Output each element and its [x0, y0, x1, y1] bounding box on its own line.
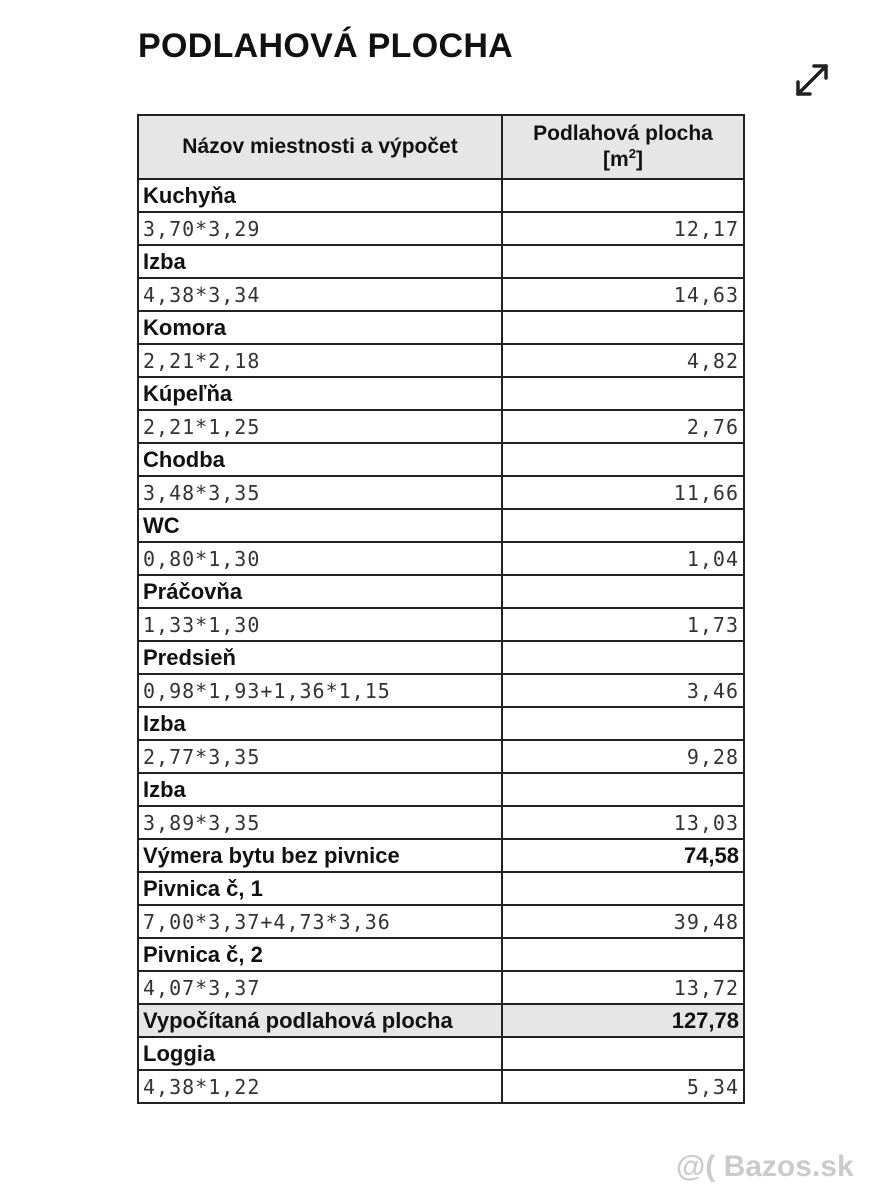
table-header-row	[138, 115, 744, 179]
room-name: Kúpeľňa	[138, 377, 502, 410]
calculation-row	[138, 740, 744, 773]
header-floor-area	[502, 115, 744, 179]
room-name: Predsieň	[138, 641, 502, 674]
room-calculation: 3,89*3,35	[138, 806, 502, 839]
empty-cell	[502, 773, 744, 806]
room-name-row	[138, 641, 744, 674]
empty-cell	[502, 377, 744, 410]
room-area: 4,82	[502, 344, 744, 377]
room-name-row	[138, 872, 744, 905]
room-calculation: 2,21*2,18	[138, 344, 502, 377]
empty-cell	[502, 311, 744, 344]
room-name-row	[138, 1037, 744, 1070]
empty-cell	[502, 179, 744, 212]
room-name-row	[138, 938, 744, 971]
floor-area-table	[137, 114, 745, 1104]
room-calculation: 3,70*3,29	[138, 212, 502, 245]
room-name: WC	[138, 509, 502, 542]
watermark: @( Bazos.sk	[676, 1150, 854, 1183]
calculation-row	[138, 278, 744, 311]
room-name-row	[138, 443, 744, 476]
room-calculation: 7,00*3,37+4,73*3,36	[138, 905, 502, 938]
room-area: 13,72	[502, 971, 744, 1004]
room-calculation: 3,48*3,35	[138, 476, 502, 509]
header-room-name: Názov miestnosti a výpočet	[138, 115, 502, 179]
room-area: 1,04	[502, 542, 744, 575]
room-calculation: 4,38*1,22	[138, 1070, 502, 1103]
room-name-row	[138, 377, 744, 410]
room-area: 1,73	[502, 608, 744, 641]
empty-cell	[502, 443, 744, 476]
room-name: Chodba	[138, 443, 502, 476]
room-area: 9,28	[502, 740, 744, 773]
calculation-row	[138, 674, 744, 707]
room-name-row	[138, 245, 744, 278]
room-calculation: 2,77*3,35	[138, 740, 502, 773]
calculation-row	[138, 542, 744, 575]
room-area: 11,66	[502, 476, 744, 509]
total-label: Vypočítaná podlahová plocha	[138, 1004, 502, 1037]
room-name-row	[138, 509, 744, 542]
room-name: Komora	[138, 311, 502, 344]
room-name: Pivnica č, 2	[138, 938, 502, 971]
calculation-row	[138, 806, 744, 839]
room-calculation: 4,38*3,34	[138, 278, 502, 311]
subtotal-value: 74,58	[502, 839, 744, 872]
calculation-row	[138, 905, 744, 938]
calculation-row	[138, 608, 744, 641]
room-name: Loggia	[138, 1037, 502, 1070]
room-calculation: 1,33*1,30	[138, 608, 502, 641]
room-name-row	[138, 311, 744, 344]
header-area-label: Podlahová plocha	[533, 122, 713, 145]
room-area: 39,48	[502, 905, 744, 938]
room-name-row	[138, 707, 744, 740]
room-calculation: 2,21*1,25	[138, 410, 502, 443]
room-area: 5,34	[502, 1070, 744, 1103]
empty-cell	[502, 707, 744, 740]
room-name: Izba	[138, 773, 502, 806]
calculation-row	[138, 410, 744, 443]
calculation-row	[138, 476, 744, 509]
room-area: 2,76	[502, 410, 744, 443]
empty-cell	[502, 641, 744, 674]
calculation-row	[138, 1070, 744, 1103]
room-name: Izba	[138, 707, 502, 740]
room-calculation: 4,07*3,37	[138, 971, 502, 1004]
calculation-row	[138, 971, 744, 1004]
empty-cell	[502, 509, 744, 542]
room-name-row	[138, 773, 744, 806]
room-area: 12,17	[502, 212, 744, 245]
subtotal-label: Výmera bytu bez pivnice	[138, 839, 502, 872]
empty-cell	[502, 1037, 744, 1070]
empty-cell	[502, 938, 744, 971]
room-calculation: 0,98*1,93+1,36*1,15	[138, 674, 502, 707]
calculation-row	[138, 344, 744, 377]
subtotal-row	[138, 839, 744, 872]
room-area: 3,46	[502, 674, 744, 707]
room-name-row	[138, 575, 744, 608]
empty-cell	[502, 872, 744, 905]
calculation-row	[138, 212, 744, 245]
room-calculation: 0,80*1,30	[138, 542, 502, 575]
room-name-row	[138, 179, 744, 212]
empty-cell	[502, 575, 744, 608]
total-value: 127,78	[502, 1004, 744, 1037]
room-name: Izba	[138, 245, 502, 278]
room-name: Pivnica č, 1	[138, 872, 502, 905]
empty-cell	[502, 245, 744, 278]
room-area: 13,03	[502, 806, 744, 839]
room-name: Práčovňa	[138, 575, 502, 608]
room-area: 14,63	[502, 278, 744, 311]
room-name: Kuchyňa	[138, 179, 502, 212]
total-row	[138, 1004, 744, 1037]
page-title: PODLAHOVÁ PLOCHA	[138, 27, 514, 65]
header-area-unit: $[m^2]$	[603, 146, 643, 171]
expand-arrows-icon[interactable]	[792, 60, 832, 100]
